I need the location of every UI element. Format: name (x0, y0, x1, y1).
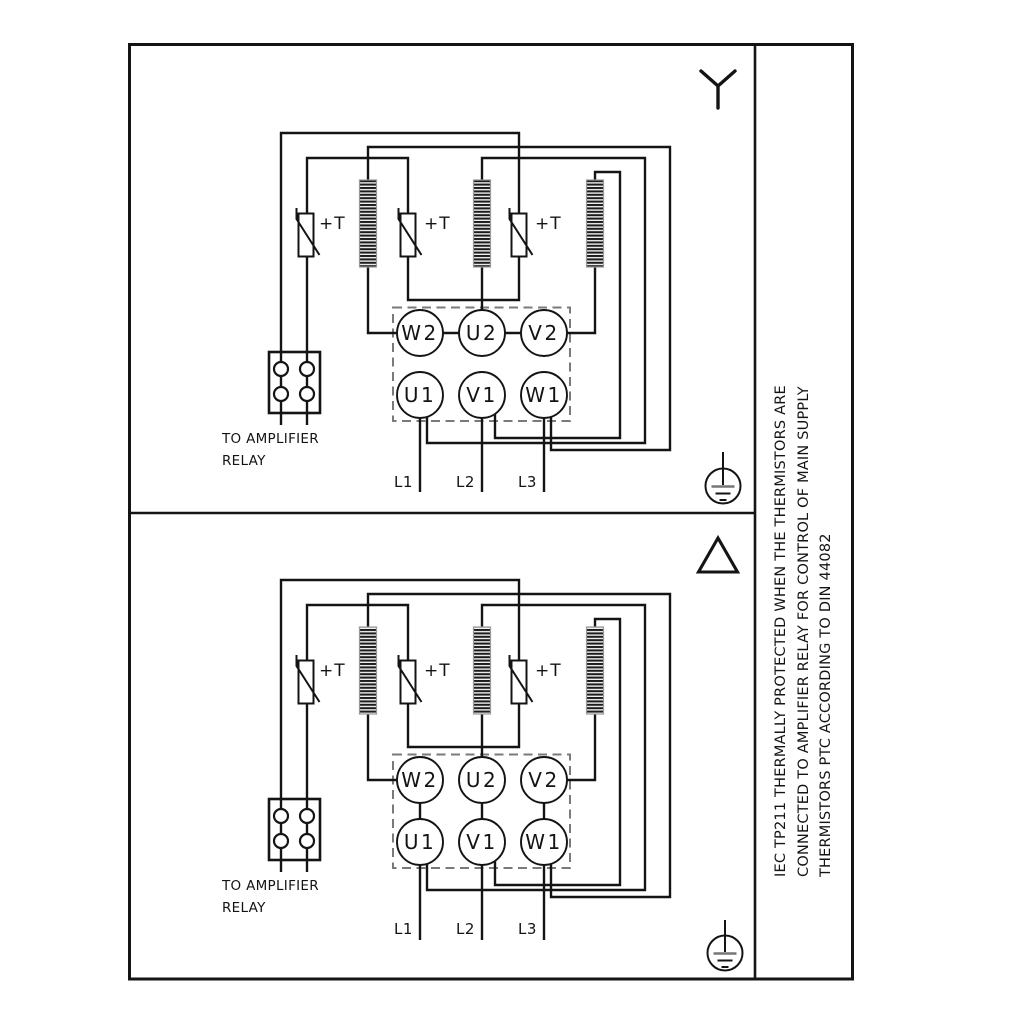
relay-contact (274, 834, 288, 848)
delta-symbol-icon (699, 538, 738, 572)
winding-coil-icon (360, 180, 377, 267)
wire (567, 267, 595, 333)
thermistor-label: +T (535, 214, 562, 234)
terminal-label-u1: U1 (403, 383, 437, 407)
side-note (770, 37, 838, 877)
winding-coil-icon (474, 627, 491, 714)
winding-coil-icon (474, 180, 491, 267)
relay-note-line1: TO AMPLIFIER (222, 878, 319, 894)
thermistor-label: +T (319, 661, 346, 681)
winding-coil-icon (587, 627, 604, 714)
relay-contact (274, 387, 288, 401)
supply-label-l2: L2 (456, 920, 475, 938)
terminal-label-u2: U2 (465, 321, 499, 345)
motor-winding-coils (360, 627, 604, 714)
relay-note-line1: TO AMPLIFIER (222, 431, 319, 447)
winding-coil-icon (360, 627, 377, 714)
relay-contact (300, 834, 314, 848)
relay-box (269, 352, 320, 413)
relay-contact (300, 809, 314, 823)
relay-contact (274, 809, 288, 823)
terminal-label-u2: U2 (465, 768, 499, 792)
earth-ground-icon (708, 920, 743, 971)
supply-label-l1: L1 (394, 473, 413, 491)
relay-contact (300, 387, 314, 401)
wire (307, 158, 408, 214)
amplifier-relay-block (269, 799, 320, 860)
terminal-label-u1: U1 (403, 830, 437, 854)
thermistor-label: +T (319, 214, 346, 234)
motor-winding-coils (360, 180, 604, 267)
supply-label-l2: L2 (456, 473, 475, 491)
relay-note-line2: RELAY (222, 900, 266, 916)
thermistor-label: +T (535, 661, 562, 681)
relay-contact (300, 362, 314, 376)
star-symbol-icon (701, 71, 735, 108)
wire (368, 267, 397, 333)
wire (368, 714, 397, 780)
supply-label-l3: L3 (518, 473, 537, 491)
supply-label-l1: L1 (394, 920, 413, 938)
terminal-label-w2: W2 (401, 768, 439, 792)
terminal-label-w2: W2 (401, 321, 439, 345)
winding-coil-icon (587, 180, 604, 267)
wire (307, 605, 408, 661)
relay-note-line2: RELAY (222, 453, 266, 469)
terminal-label-v2: V2 (528, 768, 560, 792)
delta-panel (269, 538, 743, 971)
delta-bridge-links (420, 803, 544, 819)
thermistor-label: +T (424, 661, 451, 681)
terminal-label-v1: V1 (466, 830, 498, 854)
supply-label-l3: L3 (518, 920, 537, 938)
amplifier-relay-block (269, 352, 320, 413)
relay-contact (274, 362, 288, 376)
terminal-label-w1: W1 (525, 830, 563, 854)
wire (567, 714, 595, 780)
wire (408, 257, 519, 301)
side-note-line1: IEC TP211 THERMALLY PROTECTED WHEN THE THERMISTORS ARE (773, 385, 789, 877)
wire (408, 704, 519, 748)
relay-box (269, 799, 320, 860)
terminal-label-v1: V1 (466, 383, 498, 407)
terminal-label-w1: W1 (525, 383, 563, 407)
side-note-line3: THERMISTORS PTC ACCORDING TO DIN 44082 (818, 533, 834, 877)
earth-ground-icon (706, 452, 741, 504)
terminal-label-v2: V2 (528, 321, 560, 345)
star-panel (269, 71, 741, 504)
thermistor-label: +T (424, 214, 451, 234)
side-note-line2: CONNECTED TO AMPLIFIER RELAY FOR CONTROL OF MAIN SUPPLY (795, 386, 812, 877)
